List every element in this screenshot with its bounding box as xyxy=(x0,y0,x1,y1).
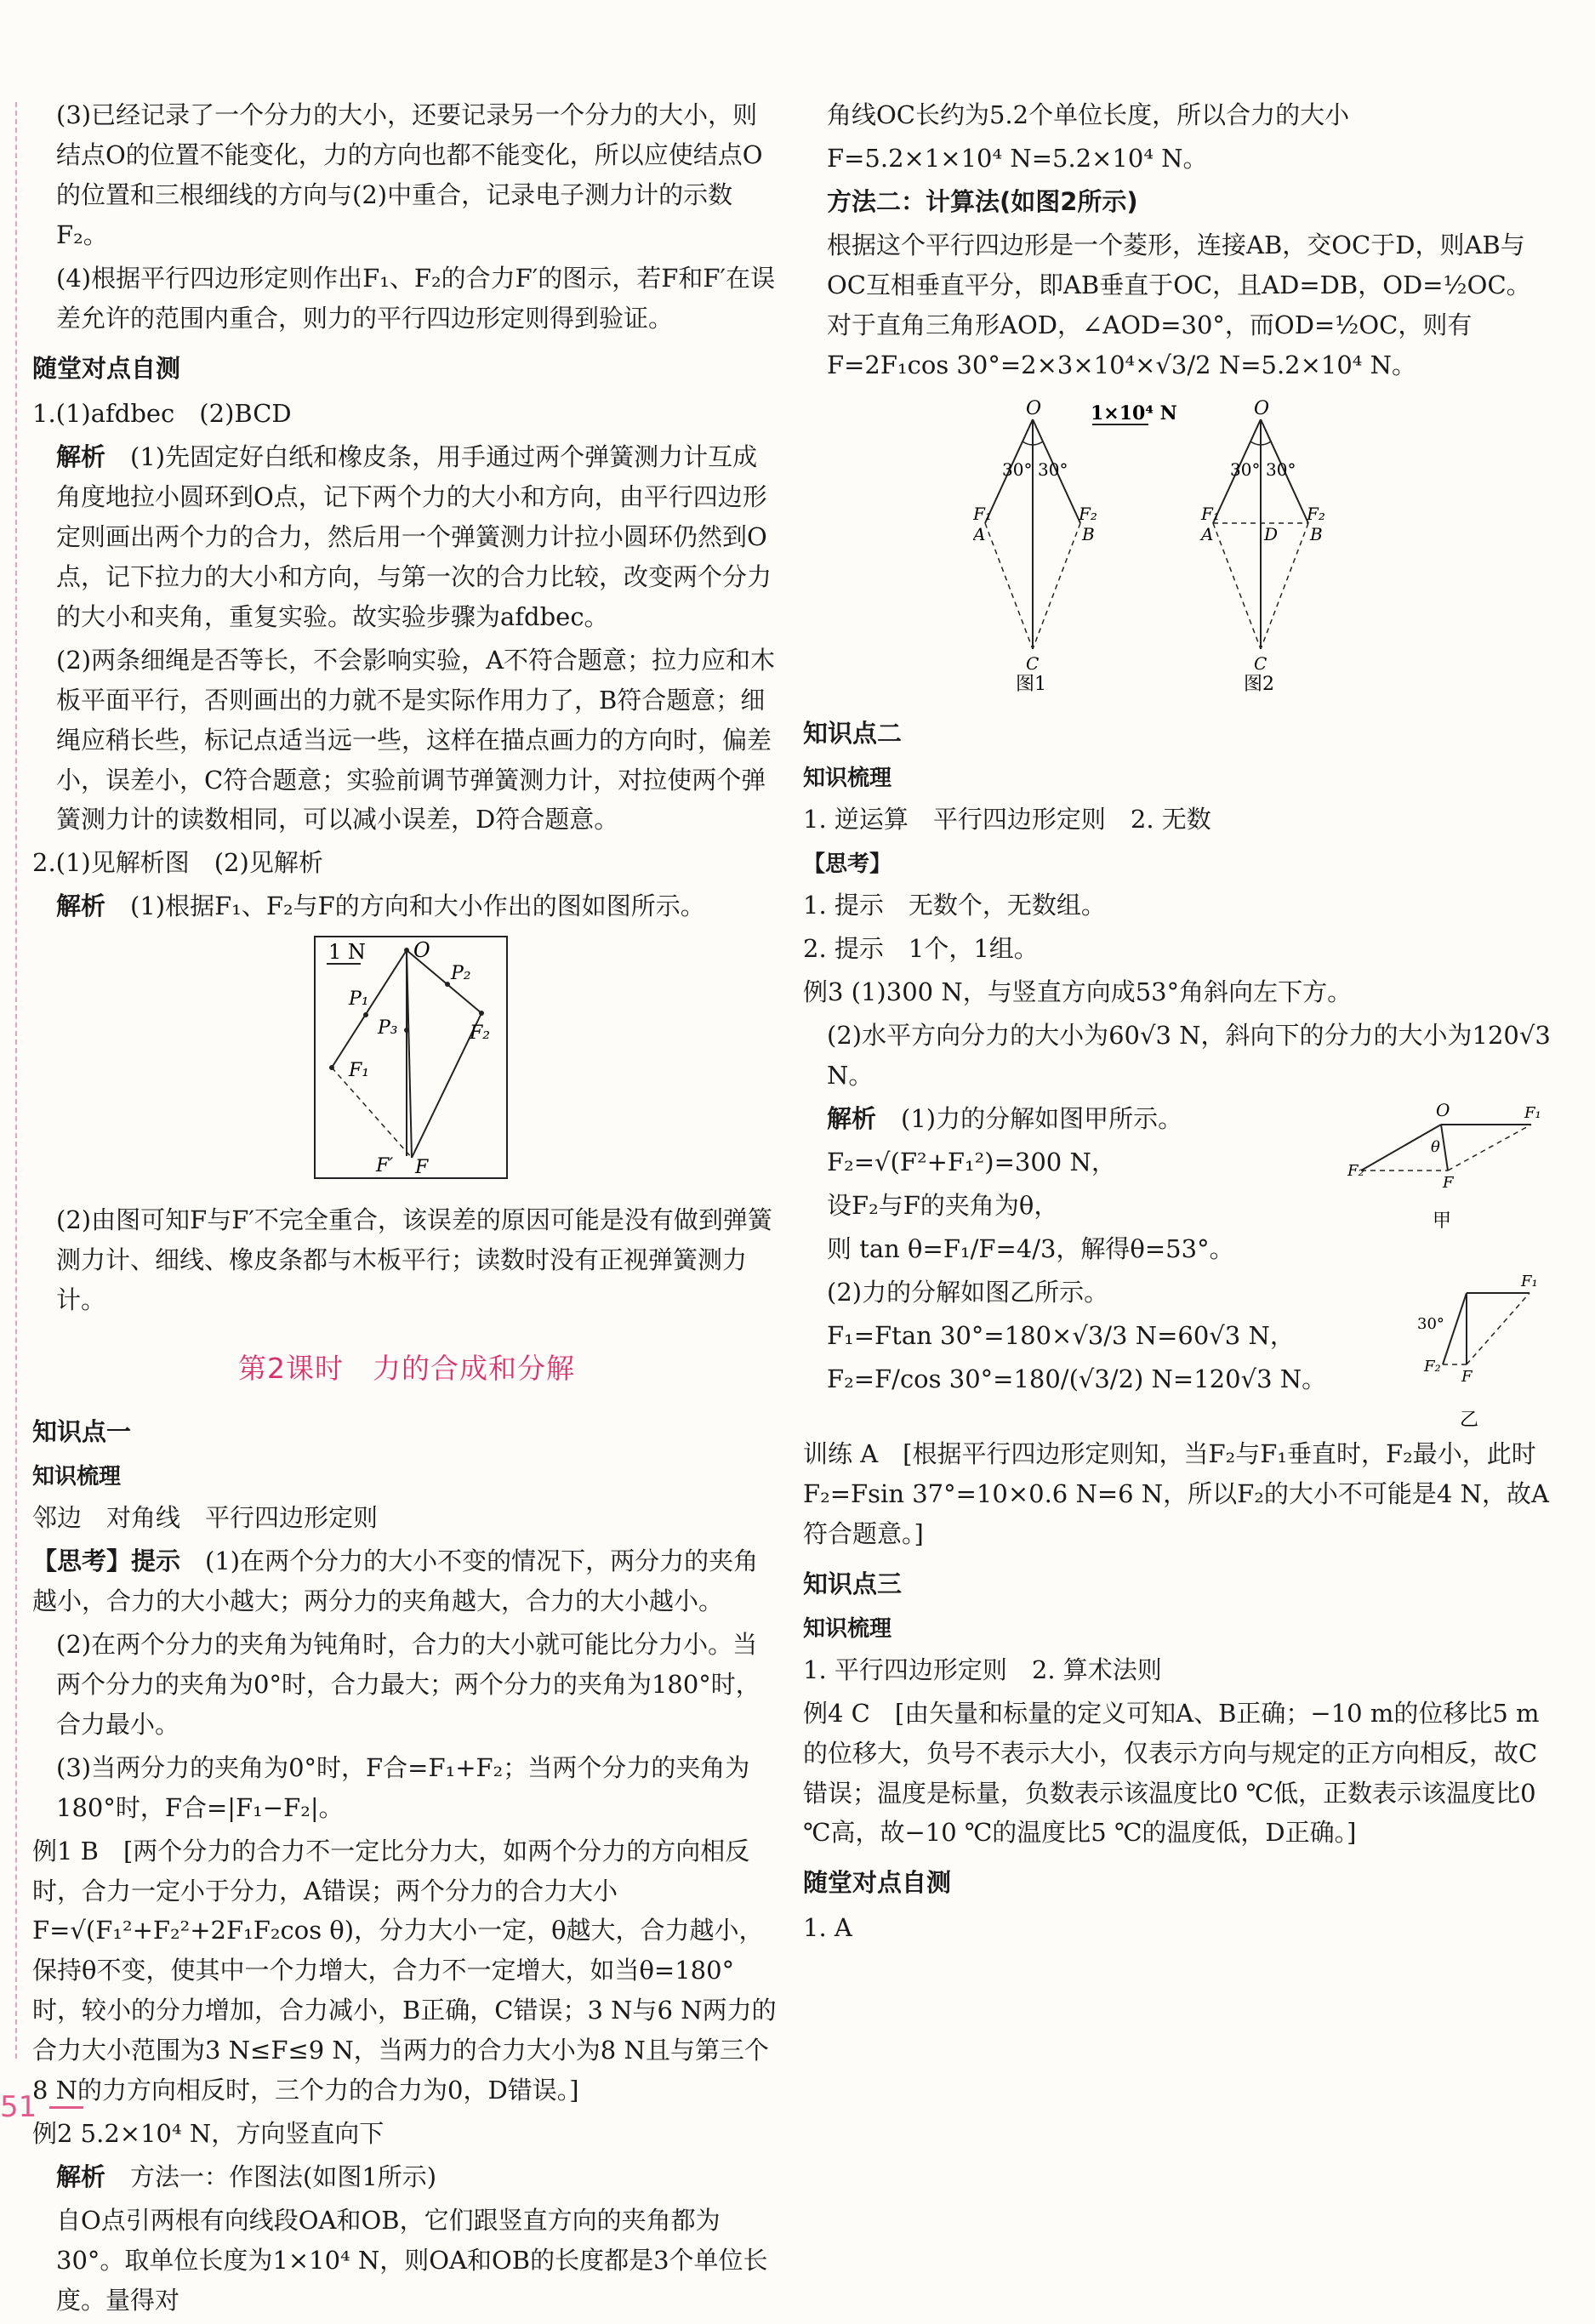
answer-line: 1. A xyxy=(803,1913,852,1943)
subheading: 知识梳理 xyxy=(32,1463,122,1490)
force-diagram-svg xyxy=(313,935,509,1180)
section-heading: 随堂对点自测 xyxy=(32,353,181,383)
page-number: 51 xyxy=(0,2090,37,2124)
paragraph: 根据这个平行四边形是一个菱形，连接AB，交OC于D，则AB与OC互相垂直平分，即AB垂直于OC，且AD=DB，OD=½OC。对于直角三角形AOD，∠AOD=30°，而OD=½OC，则有F=2F₁cos 30°=2×3×10⁴×√3/2 N=5.2×10⁴ N。 xyxy=(827,230,1531,379)
paragraph: (3)已经记录了一个分力的大小，还要记录另一个分力的大小，则结点O的位置不能变化，力的方向也都不能变化，所以应使结点O的位置和三根细线的方向与(2)中重合，记录电子测力计的示数F₂。 xyxy=(56,100,763,249)
label-P3: P₃ xyxy=(378,1017,398,1040)
figure-jia-svg xyxy=(1347,1099,1543,1235)
label-F2: F₂ xyxy=(1307,503,1325,524)
section-heading: 知识点二 xyxy=(803,718,903,748)
label-O: O xyxy=(1026,397,1042,419)
angle-label: 30° xyxy=(1266,459,1296,480)
paragraph: (4)根据平行四边形定则作出F₁、F₂的合力F′的图示，若F和F′在误差允许的范围内重合，则力的平行四边形定则得到验证。 xyxy=(56,263,776,333)
answer-line: 1. 平行四边形定则 2. 算术法则 xyxy=(803,1655,1162,1684)
paragraph: (2)水平方向分力的大小为60√3 N，斜向下的分力的大小为120√3 N。 xyxy=(827,1020,1551,1090)
label-F1: F₁ xyxy=(1521,1272,1538,1290)
scale-label: 1 N xyxy=(328,940,366,965)
label: 解析 xyxy=(827,1103,877,1133)
label-F1: F₁ xyxy=(349,1060,370,1082)
label: 解析 xyxy=(56,441,106,471)
paragraph: (1)根据F₁、F₂与F的方向和大小作出的图如图所示。 xyxy=(130,891,705,921)
figure-2-caption: 图2 xyxy=(1244,673,1274,692)
lesson-title: 第2课时 力的合成和分解 xyxy=(238,1352,575,1386)
label: 【思考】提示 xyxy=(32,1546,181,1575)
paragraph: (1)力的分解如图甲所示。 xyxy=(901,1103,1183,1133)
answer-line: 1.(1)afdbec (2)BCD xyxy=(32,398,292,428)
label-O: O xyxy=(413,938,430,963)
subheading: 【思考】 xyxy=(803,851,892,877)
paragraph: F=5.2×1×10⁴ N=5.2×10⁴ N。 xyxy=(827,143,1208,173)
figure-yi-caption: 乙 xyxy=(1460,1409,1479,1431)
figure-1-caption: 图1 xyxy=(1016,673,1046,692)
label-theta: θ xyxy=(1431,1137,1440,1156)
label-C: C xyxy=(1254,652,1267,674)
paragraph: 自O点引两根有向线段OA和OB，它们跟竖直方向的夹角都为30°。取单位长度为1×10⁴ N，则OA和OB的长度都是3个单位长度。量得对 xyxy=(56,2206,768,2315)
answer-line: 2.(1)见解析图 (2)见解析 xyxy=(32,848,323,878)
paragraph: (1)先固定好白纸和橡皮条，用手通过两个弹簧测力计互成角度地拉小圆环到O点，记下两个力的大小和方向，由平行四边形定则画出两个力的合力，然后用一个弹簧测力计拉小圆环仍然到O点，记下拉力的大小和方向，与第一次的合力比较，改变两个分力的大小和夹角，重复实验。故实验步骤为afdbec。 xyxy=(56,441,772,631)
label-P1: P₁ xyxy=(349,988,369,1011)
label-F1: F₁ xyxy=(973,503,992,524)
label-D: D xyxy=(1264,523,1279,544)
example-1: 例1 B [两个分力的合力不一定比分力大，如两个分力的方向相反时，合力一定小于分力，A错误；两个分力的合力大小F=√(F₁²+F₂²+2F₁F₂cos θ)，分力大小一定，θ越大，合力越小，保持θ不变，使其中一个力增大，合力不一定增大，如当θ=180°时，较小的分力增加，合力减小，B正确，C错误；3 N与6 N两力的合力大小范围为3 N≤F≤9 N，当两力的合力大小为8 N且与第三个8 N的力方向相反时，三个力的合力为0，D错误。] xyxy=(32,1836,777,2105)
right-column xyxy=(803,95,1552,1951)
formula: F₁=Ftan 30°=180×√3/3 N=60√3 N， xyxy=(827,1320,1295,1350)
section-heading: 知识点三 xyxy=(803,1569,903,1598)
angle-label: 30° xyxy=(1038,459,1068,480)
scale-label: 1×10⁴ N xyxy=(1091,402,1177,424)
margin-dashed-line xyxy=(15,102,17,2059)
paragraph: 角线OC长约为5.2个单位长度，所以合力的大小 xyxy=(827,100,1350,129)
label-O: O xyxy=(1254,397,1270,419)
label-F1: F₁ xyxy=(1524,1103,1541,1122)
section-heading: 随堂对点自测 xyxy=(803,1868,952,1898)
label-B: B xyxy=(1310,523,1323,544)
angle-label: 30° xyxy=(1002,459,1033,480)
paragraph: (2)力的分解如图乙所示。 xyxy=(827,1277,1109,1307)
label-F2: F₂ xyxy=(1079,503,1097,524)
angle-label: 30° xyxy=(1230,459,1261,480)
example-2: 例2 5.2×10⁴ N，方向竖直向下 xyxy=(32,2119,385,2149)
answer-line: 1. 逆运算 平行四边形定则 2. 无数 xyxy=(803,804,1211,834)
label-O: O xyxy=(1436,1099,1450,1120)
label-F2: F₂ xyxy=(470,1022,491,1045)
formula: 则 tan θ=F₁/F=4/3，解得θ=53°。 xyxy=(827,1233,1234,1263)
answer-line: 2. 提示 1个，1组。 xyxy=(803,933,1039,963)
page-number-dash xyxy=(49,2106,83,2109)
label-B: B xyxy=(1082,523,1095,544)
paragraph: (3)当两分力的夹角为0°时，F合=F₁+F₂；当两个分力的夹角为180°时，F合=|F₁−F₂|。 xyxy=(56,1752,750,1822)
label-F-prime: F′ xyxy=(376,1155,394,1177)
formula: F₂=F/cos 30°=180/(√3/2) N=120√3 N。 xyxy=(827,1364,1327,1393)
paragraph: (2)在两个分力的夹角为钝角时，合力的大小就可能比分力小。当两个分力的夹角为0°时，合力最大；两个分力的夹角为180°时，合力最小。 xyxy=(56,1629,760,1739)
figures-1-2 xyxy=(803,394,1552,703)
subheading: 知识梳理 xyxy=(803,1615,892,1642)
section-heading: 知识点一 xyxy=(32,1416,132,1446)
force-diagram-figure xyxy=(32,935,781,1192)
answer-line: 1. 提示 无数个，无数组。 xyxy=(803,890,1106,920)
label-F: F xyxy=(1443,1173,1454,1192)
label-F2: F₂ xyxy=(1424,1357,1441,1376)
angle-label: 30° xyxy=(1417,1314,1444,1333)
label-C: C xyxy=(1026,652,1040,674)
formula: F₂=√(F²+F₁²)=300 N， xyxy=(827,1147,1116,1176)
label: 解析 xyxy=(56,2162,106,2192)
figure-jia-caption: 甲 xyxy=(1433,1210,1452,1232)
label-A: A xyxy=(973,523,986,544)
label-F1: F₁ xyxy=(1201,503,1220,524)
label-A: A xyxy=(1201,523,1214,544)
paragraph: (2)两条细绳是否等长，不会影响实验，A不符合题意；拉力应和木板平面平行，否则画出的力就不是实际作用力了，B符合题意；细绳应稍长些，标记点适当远一些，这样在描点画力的方向时，偏差小，误差小，C符合题意；实验前调节弹簧测力计，对拉使两个弹簧测力计的读数相同，可以减小误差，D符合题意。 xyxy=(56,645,776,834)
paragraph: 设F₂与F的夹角为θ， xyxy=(827,1190,1059,1220)
example-3: 例3 (1)300 N，与竖直方向成53°角斜向左下方。 xyxy=(803,977,1353,1006)
example-4: 例4 C [由矢量和标量的定义可知A、B正确；−10 m的位移比5 m的位移大，负号不表示大小，仅表示方向与规定的正方向相反，故C错误；温度是标量，负数表示该温度比0 ℃低，正数表示该温度比0 ℃高，故−10 ℃的温度比5 ℃的温度低，D正确。] xyxy=(803,1698,1540,1848)
subheading: 知识梳理 xyxy=(803,765,892,791)
figure-yi-svg xyxy=(1398,1273,1543,1434)
paragraph: 方法一：作图法(如图1所示) xyxy=(130,2162,437,2192)
paragraph: (2)由图可知F与F′不完全重合，该误差的原因可能是没有做到弹簧测力计、细线、橡皮条都与木板平行；读数时没有正视弹簧测力计。 xyxy=(56,1205,772,1315)
paragraph: (1)在两个分力的大小不变的情况下，两分力的夹角越小，合力的大小越大；两分力的夹角越大，合力的大小越小。 xyxy=(32,1546,759,1615)
answer-line: 邻边 对角线 平行四边形定则 xyxy=(32,1502,379,1532)
label-F: F xyxy=(1461,1367,1473,1386)
label-F2: F₂ xyxy=(1347,1161,1364,1180)
left-column xyxy=(32,95,781,2324)
label-P2: P₂ xyxy=(451,963,471,985)
label: 解析 xyxy=(56,891,106,921)
rhombus-diagrams-svg xyxy=(973,394,1373,692)
training: 训练 A [根据平行四边形定则知，当F₂与F₁垂直时，F₂最小，此时F₂=Fsin 37°=10×0.6 N=6 N，所以F₂的大小不可能是4 N，故A符合题意。] xyxy=(803,1438,1549,1548)
subheading: 方法二：计算法(如图2所示) xyxy=(827,186,1138,216)
label-F: F xyxy=(415,1157,429,1179)
